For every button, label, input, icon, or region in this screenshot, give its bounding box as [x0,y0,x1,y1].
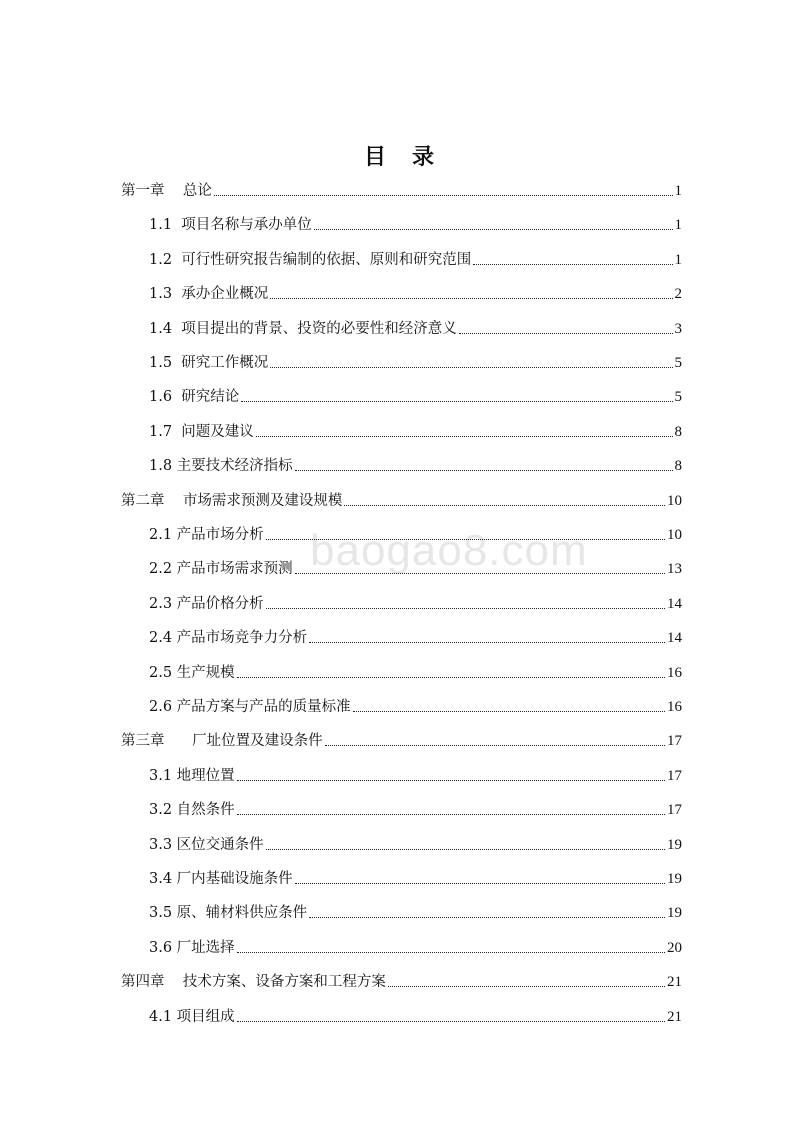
toc-section-entry[interactable] [0,346,800,372]
toc-entry-label: 3.3 区位交通条件 [149,836,264,853]
toc-section-entry[interactable] [0,793,800,819]
toc-dot-leader [256,435,673,437]
toc-section-entry[interactable] [0,1000,800,1026]
toc-entry-page-number: 1 [674,183,682,199]
toc-entry-label: 3.5 原、辅材料供应条件 [149,905,308,922]
toc-section-entry[interactable] [0,277,800,303]
toc-entry-page-number: 2 [674,286,682,303]
toc-chapter-entry[interactable] [0,965,800,991]
toc-section-entry[interactable] [0,208,800,234]
toc-title [0,140,800,171]
toc-entry-page-number: 5 [674,355,682,371]
toc-chapter-entry[interactable] [0,174,800,200]
toc-entry-page-number: 13 [667,561,682,578]
toc-section-entry[interactable] [0,621,800,647]
toc-entry-page-number: 19 [667,871,682,887]
toc-entry-label: 1.2 可行性研究报告编制的依据、原则和研究范围 [149,251,472,268]
toc-entry-page-number: 8 [674,458,682,475]
toc-dot-leader [473,263,672,265]
toc-entry-page-number: 17 [667,802,682,819]
toc-entry-page-number: 17 [667,733,682,750]
toc-entry-label: 3.4 厂内基础设施条件 [149,871,293,887]
toc-dot-leader [237,1020,665,1022]
toc-section-entry[interactable] [0,449,800,475]
toc-dot-leader [237,779,665,781]
toc-dot-leader [295,469,673,471]
toc-dot-leader [314,228,673,230]
toc-entry-label: 1.3 承办企业概况 [149,286,269,303]
toc-dot-leader [344,504,665,506]
toc-dot-leader [309,641,665,643]
toc-dot-leader [237,676,665,678]
toc-section-entry[interactable] [0,931,800,957]
toc-entry-label: 第四章 技术方案、设备方案和工程方案 [121,974,386,991]
toc-entry-page-number: 14 [667,630,682,647]
toc-entry-label: 1.5 研究工作概况 [149,355,269,371]
toc-section-entry[interactable] [0,862,800,888]
toc-chapter-entry[interactable] [0,484,800,510]
toc-chapter-entry[interactable] [0,724,800,750]
toc-dot-leader [237,813,665,815]
toc-section-entry[interactable] [0,828,800,854]
toc-entry-label: 4.1 项目组成 [149,1008,235,1025]
toc-dot-leader [214,194,673,196]
toc-entry-page-number: 19 [667,905,682,922]
toc-entry-page-number: 1 [674,217,682,234]
toc-dot-leader [270,366,672,368]
toc-entry-label: 2.6 产品方案与产品的质量标准 [149,699,351,715]
toc-entry-page-number: 14 [667,595,682,612]
toc-section-entry[interactable] [0,896,800,922]
watermark: baogao8.com [310,526,588,575]
toc-section-entry[interactable] [0,380,800,406]
toc-entry-label: 第三章 厂址位置及建设条件 [121,733,323,750]
toc-entry-page-number: 21 [667,1008,682,1025]
toc-entry-label: 1.4 项目提出的背景、投资的必要性和经济意义 [149,320,457,337]
toc-entry-page-number: 17 [667,767,682,784]
toc-dot-leader [266,607,665,609]
toc-dot-leader [353,710,665,712]
toc-entry-page-number: 16 [667,664,682,681]
toc-entry-page-number: 10 [667,527,682,543]
toc-entry-page-number: 10 [667,492,682,509]
toc-dot-leader [270,297,672,299]
toc-entry-label: 2.2 产品市场需求预测 [149,561,293,578]
toc-entry-page-number: 19 [667,836,682,853]
toc-dot-leader [309,916,665,918]
toc-entry-page-number: 3 [674,320,682,337]
toc-entry-page-number: 20 [667,939,682,956]
toc-entry-label: 2.1 产品市场分析 [149,527,264,543]
toc-section-entry[interactable] [0,759,800,785]
toc-section-entry[interactable] [0,656,800,682]
toc-entry-label: 3.1 地理位置 [149,767,235,784]
toc-entry-label: 1.6 研究结论 [149,389,240,406]
toc-dot-leader [295,882,665,884]
toc-entry-label: 3.6 厂址选择 [149,939,235,956]
toc-section-entry[interactable] [0,690,800,716]
toc-entry-page-number: 21 [667,974,682,991]
toc-dot-leader [325,744,665,746]
toc-section-entry[interactable] [0,552,800,578]
toc-dot-leader [237,951,665,953]
toc-title-char-1: 目 [363,144,388,170]
toc-section-entry[interactable] [0,312,800,338]
toc-entry-label: 第二章 市场需求预测及建设规模 [121,492,343,509]
toc-entry-label: 3.2 自然条件 [149,802,235,819]
toc-title-char-2: 录 [412,144,437,170]
toc-entry-page-number: 8 [674,423,682,440]
toc-entry-label: 2.5 生产规模 [149,664,235,681]
toc-dot-leader [459,332,673,334]
toc-entry-label: 1.8 主要技术经济指标 [149,458,293,475]
toc-dot-leader [266,538,665,540]
toc-dot-leader [388,985,665,987]
toc-section-entry[interactable] [0,415,800,441]
toc-entry-label: 1.1 项目名称与承办单位 [149,217,312,234]
toc-entry-page-number: 16 [667,699,682,715]
toc-entry-page-number: 5 [674,389,682,406]
toc-entry-label: 2.3 产品价格分析 [149,595,264,612]
toc-entry-label: 第一章 总论 [121,183,212,199]
toc-section-entry[interactable] [0,587,800,613]
toc-section-entry[interactable] [0,518,800,544]
toc-dot-leader [295,572,665,574]
toc-entry-label: 2.4 产品市场竞争力分析 [149,630,308,647]
toc-entry-page-number: 1 [674,251,682,268]
toc-dot-leader [241,400,672,402]
toc-entry-label: 1.7 问题及建议 [149,423,254,440]
toc-dot-leader [266,848,665,850]
toc-section-entry[interactable] [0,243,800,269]
